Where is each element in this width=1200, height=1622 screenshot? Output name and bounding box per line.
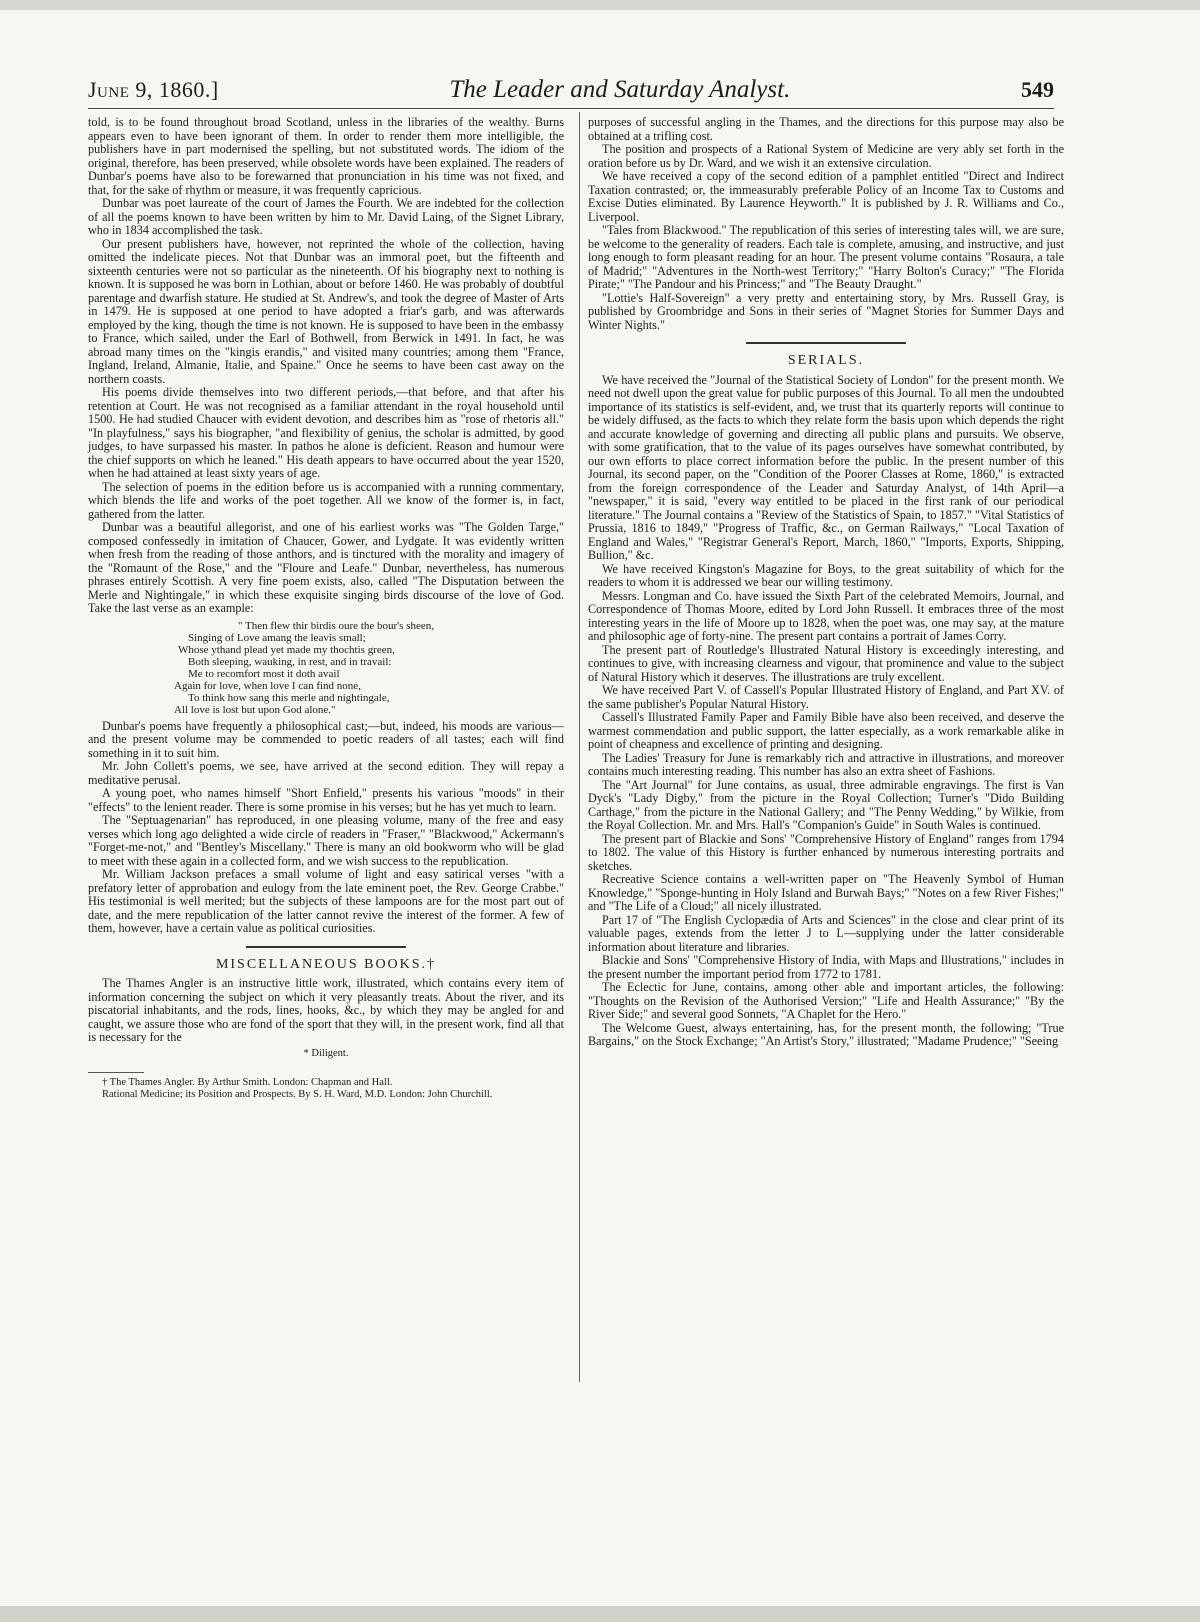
- section-heading-serials: SERIALS.: [787, 353, 865, 368]
- page-number: 549: [1021, 77, 1054, 102]
- paragraph: Part 17 of "The English Cyclopædia of Arts and Sciences" in the close and clear print of its valuable pages, extends from the letter J to L—supplying under the latter considerable information about literature and libraries.: [588, 912, 1064, 954]
- verse-line: Singing of Love amang the leavis small;: [188, 631, 366, 644]
- paragraph: Blackie and Sons' "Comprehensive History of India, with Maps and Illustrations," includes in the present number the important period from 1772 to 1781.: [588, 953, 1064, 981]
- paragraph: The "Septuagenarian" has reproduced, in one pleasing volume, many of the free and easy verses which long ago delighted a wide circle of readers in "Fraser," "Blackwood," Ackermann's "Forget-me-not," and "Bentley's Miscellany." There is many an old bookworm who will be glad to meet with these again in a collected form, and we wish success to the republication.: [88, 813, 564, 868]
- paragraph: The Welcome Guest, always entertaining, has, for the present month, the following; "True Bargains," on the Stock Exchange; "An Artist's Story," illustrated; "Madame Prudence;" "Seeing: [588, 1020, 1064, 1048]
- paragraph: Dunbar's poems have frequently a philosophical cast;—but, indeed, his moods are various—and the present volume may be commended to poetic readers of all tastes; each will find something in it to suit him.: [88, 718, 564, 760]
- paragraph: "Lottie's Half-Sovereign" a very pretty and entertaining story, by Mrs. Russell Gray, is published by Groombridge and Sons in their series of "Magnet Stories for Summer Days and Winter Nights.": [588, 290, 1064, 332]
- verse-line: Whose ythand plead yet made my thochtis green,: [178, 643, 395, 656]
- paragraph: purposes of successful angling in the Thames, and the directions for this purpose may also be obtained at a trifling cost.: [588, 115, 1064, 143]
- bottom-edge-smudge: [0, 1606, 1200, 1622]
- paragraph: Our present publishers have, however, not reprinted the whole of the collection, having omitted the indelicate pieces. Not that Dunbar was an immoral poet, but the fifteenth and sixteenth centuries were not so particular as the nineteenth. Of his biography next to nothing is known. It is supposed he was born in Lothian, about or before 1460. He was probably of doubtful parentage and dwarfish stature. He studied at St. Andrew's, and took the degree of Master of Arts in 1479. He is supposed at one period to have adopted a friar's garb, and was afterwards employed by the king, though the time is not known. He is supposed to have been in the embassy to France, which sailed, under the Earl of Bothwell, from Berwick in 1491. In fact, he was abroad many times on the "kingis erandis," and visited many countries; among them "France, Ingland, Ireland, Almanie, Italie, and Spaine." Once he seems to have been cast away on the northern coasts.: [88, 236, 564, 386]
- paragraph: We have received Kingston's Magazine for Boys, to the great suitability of which for the readers to whom it is addressed we bear our willing testimony.: [588, 561, 1064, 589]
- page-header: [88, 76, 1054, 106]
- footnote: Rational Medicine; its Position and Prospects. By S. H. Ward, M.D. London: John Churchill.: [102, 1089, 493, 1100]
- paragraph: The Eclectic for June, contains, among other able and important articles, the following: "Thoughts on the Revision of the Authorised Version;" "Life and Health Assurance;" "By the River Side;" and several good Sonnets, "A Chaplet for the Hero.": [588, 980, 1064, 1021]
- paragraph: We have received the "Journal of the Statistical Society of London" for the present month. We need not dwell upon the great value for public purposes of this Journal. To all men the undoubted importance of its statistics is self-evident, and, we trust that its quarterly reports will continue to be widely diffused, as the facts to which they relate form the basis upon which depends the right and accurate knowledge of governing and directing all public plans and pursuits. We observe, with some gratification, that to the value of its pages ourselves have somewhat contributed, by our own efforts to place correct information before the public. In the present number of this Journal, its second paper, on the "Condition of the Poorer Classes at Rome, 1860," is extracted from the foreign correspondence of the Leader and Saturday Analyst, of 14th April—a "newspaper," it is said, "every way entitled to be placed in the first rank of our periodical literature." The Journal contains a "Review of the Statistics of Spain, to 1857." "Vital Statistics of Prussia, 1816 to 1849," "Progress of Traffic, &c., on German Railways," "Local Taxation of England and Wales," "Registrar General's Report, March, 1860," "Imports, Exports, Shipping, Bullion," &c.: [588, 372, 1064, 562]
- right-column: [588, 116, 1064, 1049]
- paragraph: told, is to be found throughout broad Scotland, unless in the libraries of the wealthy. Burns appears even to have been ignorant of them. In order to render them more intelligible, the publishers have in part modernised the spelling, but not substituted words. The idiom of the original, therefore, has been preserved, while obsolete words have been explained. The readers of Dunbar's poems have also to be forewarned that pronunciation in his time was not fixed, and that, for the sake of rhythm or measure, it was frequently capricious.: [88, 115, 564, 197]
- footnote: † The Thames Angler. By Arthur Smith. London: Chapman and Hall.: [102, 1077, 393, 1088]
- paragraph: The selection of poems in the edition before us is accompanied with a running commentary, which blends the life and works of the poet together. All we know of the former is, in fact, gathered from the latter.: [88, 479, 564, 521]
- verse-line: Again for love, when love I can find none,: [174, 679, 361, 692]
- section-rule: [746, 342, 906, 344]
- paragraph: The position and prospects of a Rational System of Medicine are very ably set forth in the oration before us by Dr. Ward, and we wish it an extensive circulation.: [588, 142, 1064, 170]
- paragraph: A young poet, who names himself "Short Enfield," presents his various "moods" in their "effects" to the lenient reader. There is some promise in his verses; but he has yet much to learn.: [88, 786, 564, 814]
- paragraph: Recreative Science contains a well-written paper on "The Heavenly Symbol of Human Knowledge," "Sponge-hunting in Holy Island and Burwah Bays;" "Notes on a few River Fishes;" and "The Life of a Cloud;" all nicely illustrated.: [588, 872, 1064, 913]
- paragraph: "Tales from Blackwood." The republication of this series of interesting tales will, we are sure, be welcome to the generality of readers. Each tale is complete, amusing, and instructive, and just long enough to form pleasant reading for an hour. The present volume contains "Rosaura, a tale of Madrid;" "Adventures in the North-west Territory;" "Harry Bolton's Curacy;" "The Florida Pirate;" "The Pandour and his Princess;" and "The Beauty Draught.": [588, 223, 1064, 291]
- section-heading-miscellaneous-books: MISCELLANEOUS BOOKS.†: [215, 956, 437, 972]
- issue-date: June 9, 1860.]: [88, 77, 219, 102]
- footnote-diligent: * Diligent.: [303, 1047, 349, 1059]
- verse-line: Both sleeping, wauking, in rest, and in travail:: [188, 655, 392, 668]
- paragraph: The Ladies' Treasury for June is remarkably rich and attractive in illustrations, and moreover contains much interesting reading. This number has also an extra sheet of Fashions.: [588, 750, 1064, 778]
- paragraph: Cassell's Illustrated Family Paper and Family Bible have also been received, and deserve the warmest commendation and public support, the latter especially, as a work remarkable alike in point of cheapness and excellence of printing and designing.: [588, 710, 1064, 751]
- verse-quote: [88, 620, 564, 716]
- paragraph: Dunbar was a beautiful allegorist, and one of his earliest works was "The Golden Targe," composed confessedly in imitation of Chaucer, Gower, and Lydgate. It was evidently written when fresh from the reading of those anthors, and is tinctured with the morality and imagery of the "Romaunt of the Rose," and the "Floure and Leafe." Dunbar, nevertheless, has numerous phrases entirely Scottish. A very fine poem exists, also, called "The Disputation between the Merle and Nightingale," in which these exquisite singing birds discourse of the love of God. Take the last verse as an example:: [88, 520, 564, 615]
- paragraph: His poems divide themselves into two different periods,—that before, and that after his retention at Court. He was not recognised as a familiar attendant in the royal household until 1500. He had studied Chaucer with evident devotion, and describes him as "rose of rhetoris all." "In playfulness," says his biographer, "and flexibility of genius, the scholar is admitted, by good judges, to have surpassed his master. In pathos he alone is deficient. Reason and humour were the chief supports on which he leaned." His death appears to have occurred about the year 1520, when he had attained at least sixty years of age.: [88, 385, 564, 480]
- column-divider: [579, 112, 580, 1382]
- section-rule: [246, 946, 406, 948]
- paragraph: The Thames Angler is an instructive little work, illustrated, which contains every item of information concerning the subject on which it very pleasantly treats. About the river, and its piscatorial inhabitants, and the rods, lines, hooks, &c., by which they may be angled for and caught, we assure those who are fond of the sport that they will, in the present work, find all that is necessary for the: [88, 976, 564, 1044]
- verse-line: Me to recomfort most it doth avail: [188, 667, 340, 680]
- paragraph: Messrs. Longman and Co. have issued the Sixth Part of the celebrated Memoirs, Journal, and Correspondence of Thomas Moore, edited by Lord John Russell. It embraces three of the most interesting years in the life of Moore up to 1828, when the poet was, one may say, at the mature and philosophic age of forty-nine. The present part contains a portrait of James Corry.: [588, 588, 1064, 643]
- paragraph: The "Art Journal" for June contains, as usual, three admirable engravings. The first is Van Dyck's "Lady Digby," from the picture in the Royal Collection; Turner's "Dido Building Carthage," from the picture in the National Gallery; and "The Penny Wedding," by Wilkie, from the Royal Collection. Mr. and Mrs. Hall's "Companion's Guide" in South Wales is continued.: [588, 777, 1064, 832]
- verse-line: To think how sang this merle and nightingale,: [188, 691, 390, 704]
- paragraph: Mr. John Collett's poems, we see, have arrived at the second edition. They will repay a meditative perusal.: [88, 759, 564, 787]
- top-edge-smudge: [0, 0, 1200, 10]
- paragraph: We have received a copy of the second edition of a pamphlet entitled "Direct and Indirect Taxation contrasted; or, the immeasurably preferable Policy of an Income Tax to Customs and Excise Duties eliminated. By Laurence Heyworth." It is published by J. R. Williams and Co., Liverpool.: [588, 169, 1064, 224]
- paragraph: The present part of Blackie and Sons' "Comprehensive History of England" ranges from 1794 to 1802. The value of this History is further enhanced by numerous interesting portraits and sketches.: [588, 831, 1064, 873]
- paragraph: Mr. William Jackson prefaces a small volume of light and easy satirical verses "with a prefatory letter of approbation and eulogy from the late eminent poet, the Rev. George Crabbe." His testimonial is well merited; but the subjects of these lampoons are for the most part out of date, and the mere republication of the latter cannot revive the interest of the former. A few of them, however, have a certain value as political curiosities.: [88, 867, 564, 935]
- footnote-rule: [88, 1072, 144, 1073]
- header-rule: [88, 108, 1054, 109]
- paragraph: We have received Part V. of Cassell's Popular Illustrated History of England, and Part XV. of the same publisher's Popular Natural History.: [588, 683, 1064, 711]
- verse-line: All love is lost but upon God alone.": [174, 703, 336, 716]
- paragraph: Dunbar was poet laureate of the court of James the Fourth. We are indebted for the collection of all the poems known to have been written by him to Mr. David Laing, of the Signet Library, who in 1834 accomplished the task.: [88, 196, 564, 237]
- verse-line: " Then flew thir birdis oure the bour's sheen,: [238, 619, 434, 632]
- publication-title: The Leader and Saturday Analyst.: [449, 76, 791, 103]
- paragraph: The present part of Routledge's Illustrated Natural History is exceedingly interesting, and continues to give, with increasing clearness and vigour, that prominence and value to the subject of Natural History which it deserves. The illustrations are truly excellent.: [588, 642, 1064, 684]
- left-column: [88, 116, 564, 1101]
